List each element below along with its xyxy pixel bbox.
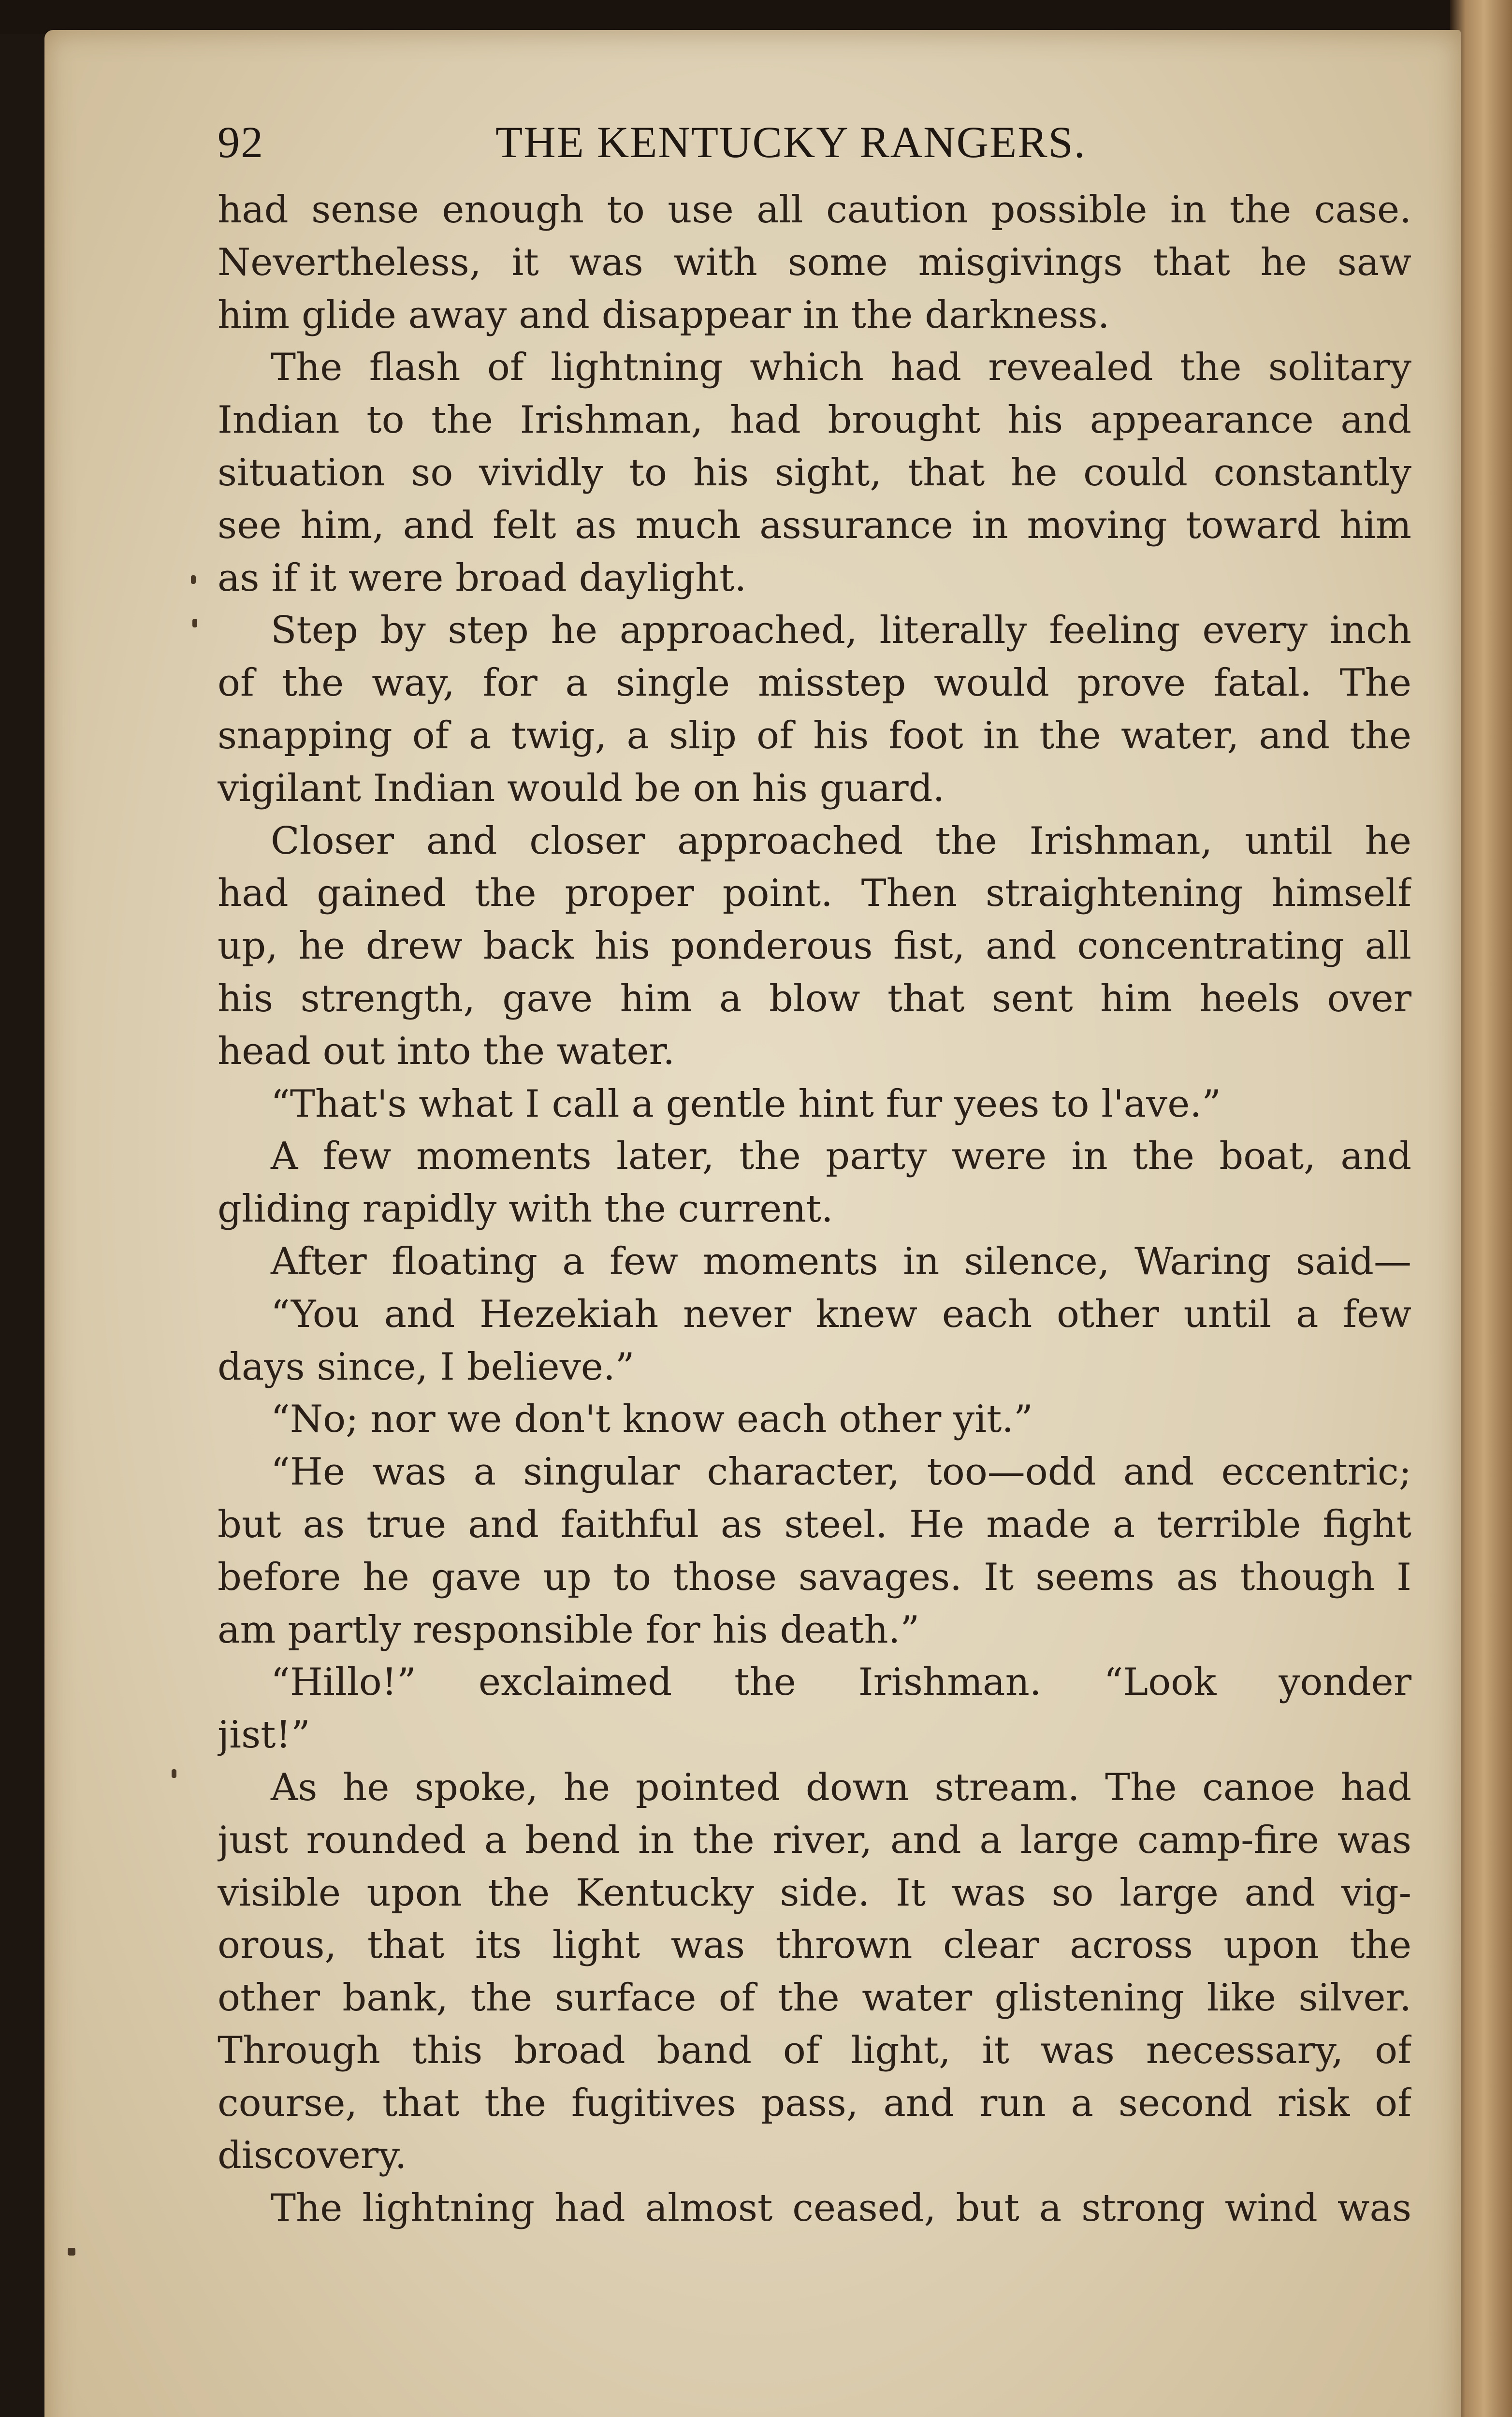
text-line: had sense enough to use all caution possible in the case. [218, 188, 1411, 232]
text-line: situation so vividly to his sight, that he could constantly [218, 451, 1411, 495]
text-line: gliding rapidly with the current. [218, 1187, 833, 1231]
text-line: Through this broad band of light, it was necessary, of [218, 2028, 1411, 2072]
text-line: head out into the water. [218, 1029, 675, 1073]
running-head: THE KENTUCKY RANGERS. [495, 117, 1086, 167]
text-line: had gained the proper point. Then straightening himself [218, 872, 1411, 916]
text-line: am partly responsible for his death.” [218, 1608, 920, 1652]
text-line: As he spoke, he pointed down stream. The canoe had [271, 1765, 1411, 1809]
page-header [218, 116, 1411, 184]
text-line: course, that the fugitives pass, and run a second risk of [218, 2081, 1411, 2125]
text-line: his strength, gave him a blow that sent him heels over [218, 976, 1411, 1020]
text-line: After floating a few moments in silence, Waring said— [271, 1239, 1411, 1283]
ink-speck [191, 575, 196, 584]
page-top-edge [0, 0, 1512, 34]
text-line: “That's what I call a gentle hint fur yees to l'ave.” [271, 1082, 1221, 1126]
text-line: orous, that its light was thrown clear across upon the [218, 1923, 1411, 1967]
text-line: Step by step he approached, literally feeling every inch [271, 609, 1411, 653]
text-line: visible upon the Kentucky side. It was so large and vig- [218, 1871, 1411, 1915]
text-line: Indian to the Irishman, had brought his appearance and [218, 398, 1411, 442]
text-line: Closer and closer approached the Irishman, until he [271, 819, 1411, 863]
page-text [218, 116, 1411, 2235]
body-text [218, 184, 1411, 2235]
text-line: A few moments later, the party were in the boat, and [271, 1135, 1411, 1179]
text-line: just rounded a bend in the river, and a large camp-fire was [218, 1818, 1411, 1862]
text-line: as if it were broad daylight. [218, 556, 747, 600]
text-line: other bank, the surface of the water glistening like silver. [218, 1976, 1411, 2020]
text-line: days since, I believe.” [218, 1345, 635, 1389]
text-line: The lightning had almost ceased, but a strong wind was [271, 2186, 1411, 2230]
ink-speck [192, 619, 197, 627]
text-line: up, he drew back his ponderous fist, and concentrating all [218, 924, 1411, 968]
text-line: “No; nor we don't know each other yit.” [271, 1398, 1033, 1441]
ink-speck [172, 1769, 176, 1778]
text-line: “He was a singular character, too—odd and eccentric; [271, 1450, 1411, 1494]
text-line: The flash of lightning which had revealed the solitary [271, 346, 1411, 390]
page-number: 92 [218, 117, 264, 167]
text-line: before he gave up to those savages. It seems as though I [218, 1555, 1411, 1599]
text-line: Nevertheless, it was with some misgivings that he saw [218, 240, 1411, 284]
text-line: see him, and felt as much assurance in moving toward him [218, 503, 1411, 547]
text-line: but as true and faithful as steel. He made a terrible fight [218, 1502, 1411, 1546]
text-line: discovery. [218, 2134, 407, 2178]
text-line: “Hillo!” exclaimed the Irishman. “Look yonder [271, 1660, 1411, 1704]
text-line: jist!” [218, 1713, 310, 1757]
text-line: “You and Hezekiah never knew each other until a few [271, 1292, 1411, 1336]
text-line: him glide away and disappear in the darkness. [218, 293, 1110, 337]
text-line: vigilant Indian would be on his guard. [218, 766, 945, 810]
text-line: snapping of a twig, a slip of his foot in the water, and the [218, 713, 1411, 757]
ink-speck [68, 2248, 75, 2256]
text-line: of the way, for a single misstep would prove fatal. The [218, 661, 1411, 705]
